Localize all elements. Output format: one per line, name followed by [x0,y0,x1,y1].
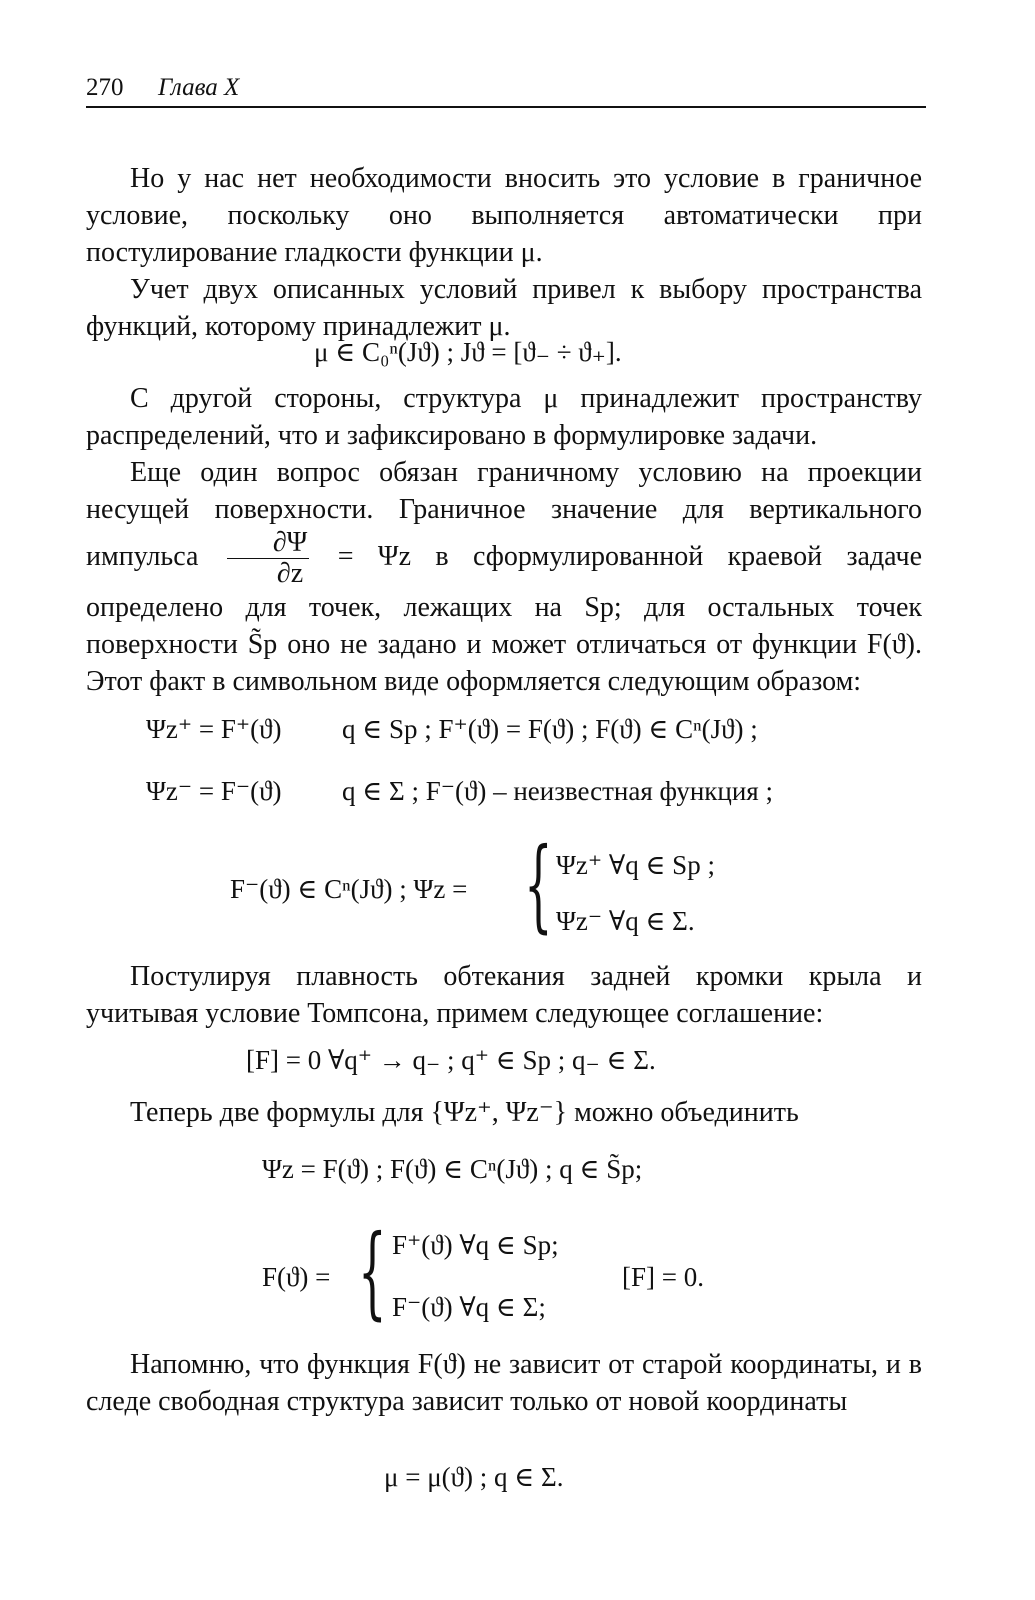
formula-psi-z: Ψz = F(ϑ) ; F(ϑ) ∈ Cⁿ(Jϑ) ; q ∈ S̃p; [262,1154,643,1184]
running-header [86,74,926,108]
eq2-case2: F⁻(ϑ) ∀q ∈ Σ; [392,1292,546,1322]
paragraph-6 [86,1094,922,1131]
chapter-title: Глава X [158,74,240,101]
paragraph-5 [86,958,922,1032]
para3-text: С другой стороны, структура μ принадлежит пространству распределений, что и зафиксировано в формулировке задачи. [86,383,922,451]
eq2-right: [F] = 0. [622,1262,704,1292]
eq2-left: F(ϑ) = [262,1262,331,1292]
formula-mu-space: μ ∈ C₀ⁿ(Jϑ) ; Jϑ = [ϑ₋ ÷ ϑ₊]. [314,337,622,367]
para1-text: Но у нас нет необходимости вносить это условие в граничное условие, поскольку оно выполняется автоматически при постулирование гладкости функции μ. [86,163,922,268]
para5-text: Постулируя плавность обтекания задней кромки крыла и учитывая условие Томпсона, примем следующее соглашение: [86,961,922,1029]
partial-fraction [227,528,310,589]
left-brace: { [524,826,553,943]
formula-jump-condition: [F] = 0 ∀q⁺ → q₋ ; q⁺ ∈ Sp ; q₋ ∈ Σ. [246,1045,656,1075]
left-brace-2: { [358,1213,387,1330]
eq1-case2: Ψz⁻ ∀q ∈ Σ. [556,906,695,936]
para2-text: Учет двух описанных условий привел к выбору пространства функций, которому принадлежит μ. [86,274,922,342]
paragraph-3 [86,380,922,454]
para4-rest: = Ψz в сформулированной краевой задаче определено для точек, лежащих на Sp; для остальных точек поверхности S̃p оно не задано и может отличаться от функции F(ϑ). Этот факт в символьном виде оформляется следующим образом: [86,540,923,697]
paragraph-1 [86,160,922,345]
para6-set: {Ψz⁺, Ψz⁻} [430,1097,568,1128]
eq1-line3-left: F⁻(ϑ) ∈ Cⁿ(Jϑ) ; Ψz = [230,874,468,904]
formula-mu-theta: μ = μ(ϑ) ; q ∈ Σ. [384,1462,564,1492]
para6-end: можно объединить [574,1097,799,1128]
eq1-line2-right: q ∈ Σ ; F⁻(ϑ) – неизвестная функция ; [342,776,773,806]
page-number: 270 [86,74,124,101]
frac-denominator: ∂z [276,558,304,589]
paragraph-7 [86,1346,922,1420]
eq1-line1-left: Ψz⁺ = F⁺(ϑ) [146,714,282,744]
frac-numerator: ∂Ψ [227,528,310,559]
paragraph-4 [86,454,922,700]
para6-start: Теперь две формулы для [130,1097,424,1128]
eq2-case1: F⁺(ϑ) ∀q ∈ Sp; [392,1230,559,1260]
para4-start: Еще один вопрос обязан граничному условию на проекции несущей поверхности. Граничное значение для вертикального импульса [86,457,922,572]
eq1-case1: Ψz⁺ ∀q ∈ Sp ; [556,850,715,880]
eq1-line2-left: Ψz⁻ = F⁻(ϑ) [146,776,282,806]
para7-text: Напомню, что функция F(ϑ) не зависит от старой координаты, и в следе свободная структура зависит только от новой координаты [86,1349,922,1417]
eq1-line1-right: q ∈ Sp ; F⁺(ϑ) = F(ϑ) ; F(ϑ) ∈ Cⁿ(Jϑ) ; [342,714,758,744]
